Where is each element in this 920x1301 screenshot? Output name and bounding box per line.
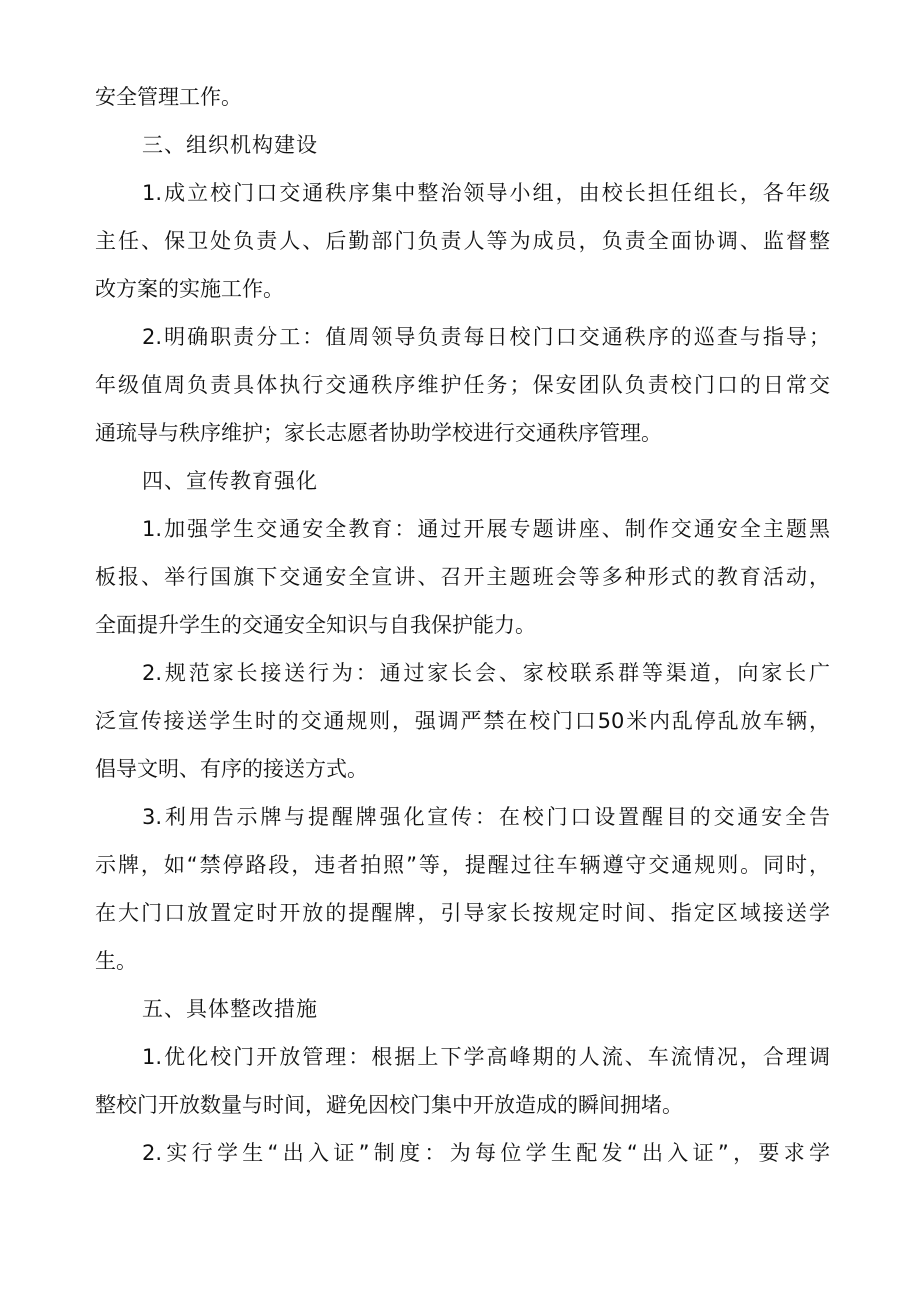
text-line: 示牌，如“禁停路段，违者拍照”等，提醒过往车辆遵守交通规则。同时，: [95, 853, 830, 877]
section-heading-5: 五、具体整改措施: [142, 997, 318, 1021]
text-line: 安全管理工作。: [95, 85, 242, 109]
text-line: 全面提升学生的交通安全知识与自我保护能力。: [95, 613, 536, 637]
paragraph-5-1: [95, 1040, 830, 1122]
text-line: 整校门开放数量与时间，避免因校门集中开放造成的瞬间拥堵。: [95, 1093, 683, 1117]
text-line: 2.实行学生“出入证”制度：为每位学生配发“出入证”，要求学: [142, 1141, 830, 1165]
text-line: 3.利用告示牌与提醒牌强化宣传：在校门口设置醒目的交通安全告: [142, 805, 830, 829]
paragraph-4-2: [95, 656, 830, 786]
paragraph-4-3: [95, 800, 830, 978]
text-line: 生。: [95, 949, 137, 973]
text-line: 改方案的实施工作。: [95, 277, 284, 301]
text-line: 2.规范家长接送行为：通过家长会、家校联系群等渠道，向家长广: [142, 661, 830, 685]
paragraph-4-1: [95, 512, 830, 642]
text-line: 板报、举行国旗下交通安全宣讲、召开主题班会等多种形式的教育活动，: [95, 565, 830, 589]
text-line: 通琉导与秩序维护；家长志愿者协助学校进行交通秩序管理。: [95, 421, 662, 445]
section-heading-3: 三、组织机构建设: [142, 133, 318, 157]
document-body: [95, 80, 830, 1184]
paragraph-3-1: [95, 176, 830, 306]
text-line: 1.优化校门开放管理：根据上下学高峰期的人流、车流情况，合理调: [142, 1045, 830, 1069]
text-line: 倡导文明、有序的接送方式。: [95, 757, 368, 781]
paragraph-intro-tail: [95, 80, 830, 114]
paragraph-3-2: [95, 320, 830, 450]
text-line: 在大门口放置定时开放的提醒牌，引导家长按规定时间、指定区域接送学: [95, 901, 830, 925]
paragraph-5-2: [95, 1136, 830, 1170]
text-line: 主任、保卫处负责人、后勤部门负责人等为成员，负责全面协调、监督整: [95, 229, 830, 253]
text-line: 2.明确职责分工：值周领导负责每日校门口交通秩序的巡查与指导；: [142, 325, 830, 349]
text-line: 泛宣传接送学生时的交通规则，强调严禁在校门口50米内乱停乱放车辆，: [95, 709, 830, 733]
section-heading-4: 四、宣传教育强化: [142, 469, 318, 493]
text-line: 1.加强学生交通安全教育：通过开展专题讲座、制作交通安全主题黑: [142, 517, 830, 541]
text-line: 1.成立校门口交通秩序集中整治领导小组，由校长担任组长，各年级: [142, 181, 830, 205]
text-line: 年级值周负责具体执行交通秩序维护任务；保安团队负责校门口的日常交: [95, 373, 830, 397]
